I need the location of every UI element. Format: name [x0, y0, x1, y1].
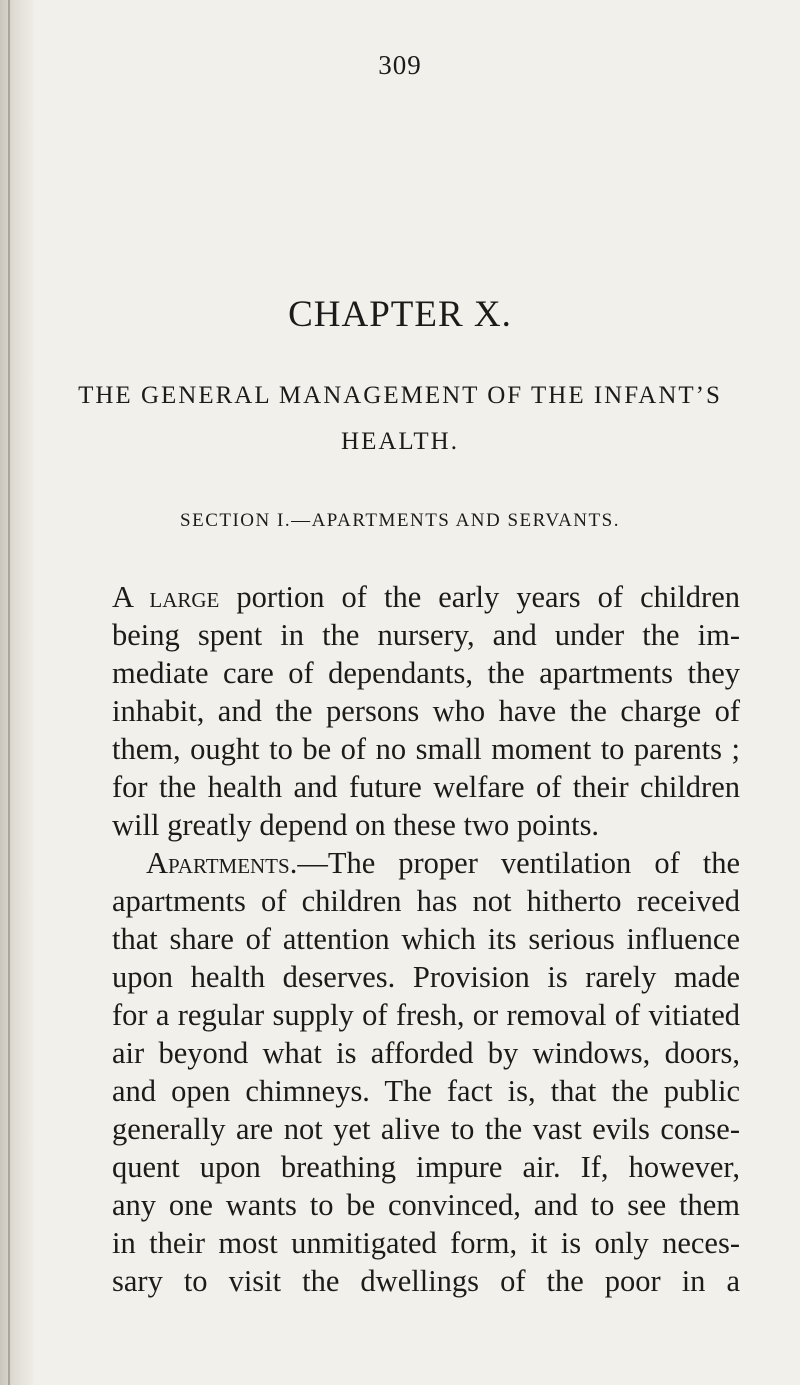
paragraph-2-line: quent upon breathing impure air. If, however,	[112, 1150, 740, 1184]
paragraph-2-line: in their most unmitigated form, it is only neces-	[112, 1226, 740, 1260]
paragraph-2-line: and open chimneys. The fact is, that the public	[112, 1074, 740, 1108]
paragraph-2-line: apartments of children has not hitherto received	[112, 884, 740, 918]
paragraph-2-line: sary to visit the dwellings of the poor in a	[112, 1264, 740, 1298]
chapter-subtitle-line-2: HEALTH.	[341, 428, 459, 455]
lead-initial: A	[112, 580, 133, 614]
paragraph-1-line: inhabit, and the persons who have the charge of	[112, 694, 740, 728]
paragraph-2-line-1-rest: —The proper ventilation of the	[297, 846, 740, 880]
paragraph-1-line: mediate care of dependants, the apartments they	[112, 656, 740, 690]
lead-word-smallcaps: large	[149, 580, 220, 614]
paragraph-2-line-1	[146, 844, 740, 882]
page-binding-edge	[8, 0, 10, 1385]
page-binding-shadow	[0, 0, 34, 1385]
paragraph-1-line: them, ought to be of no small moment to parents ;	[112, 732, 740, 766]
apartments-heading-smallcaps: Apartments.	[146, 846, 298, 880]
chapter-subtitle-line-1: THE GENERAL MANAGEMENT OF THE INFANT’S	[78, 382, 722, 409]
paragraph-2-line: air beyond what is afforded by windows, doors,	[112, 1036, 740, 1070]
section-heading: SECTION I.—APARTMENTS AND SERVANTS.	[180, 510, 620, 531]
paragraph-1-line-1-rest: portion of the early years of children	[236, 580, 740, 614]
paragraph-1-line-last: will greatly depend on these two points.	[112, 808, 600, 842]
paragraph-1-line: for the health and future welfare of their children	[112, 770, 740, 804]
paragraph-2-line: upon health deserves. Provision is rarely made	[112, 960, 740, 994]
paragraph-2-line: for a regular supply of fresh, or removal of vitiated	[112, 998, 740, 1032]
chapter-title: CHAPTER X.	[288, 294, 512, 335]
paragraph-2-line: that share of attention which its serious influence	[112, 922, 740, 956]
paragraph-2-line: any one wants to be convinced, and to see them	[112, 1188, 740, 1222]
paragraph-1-line-1	[112, 578, 740, 616]
paragraph-1-line: being spent in the nursery, and under the im-	[112, 618, 740, 652]
paragraph-2-line: generally are not yet alive to the vast evils conse-	[112, 1112, 740, 1146]
page-number: 309	[378, 50, 422, 80]
